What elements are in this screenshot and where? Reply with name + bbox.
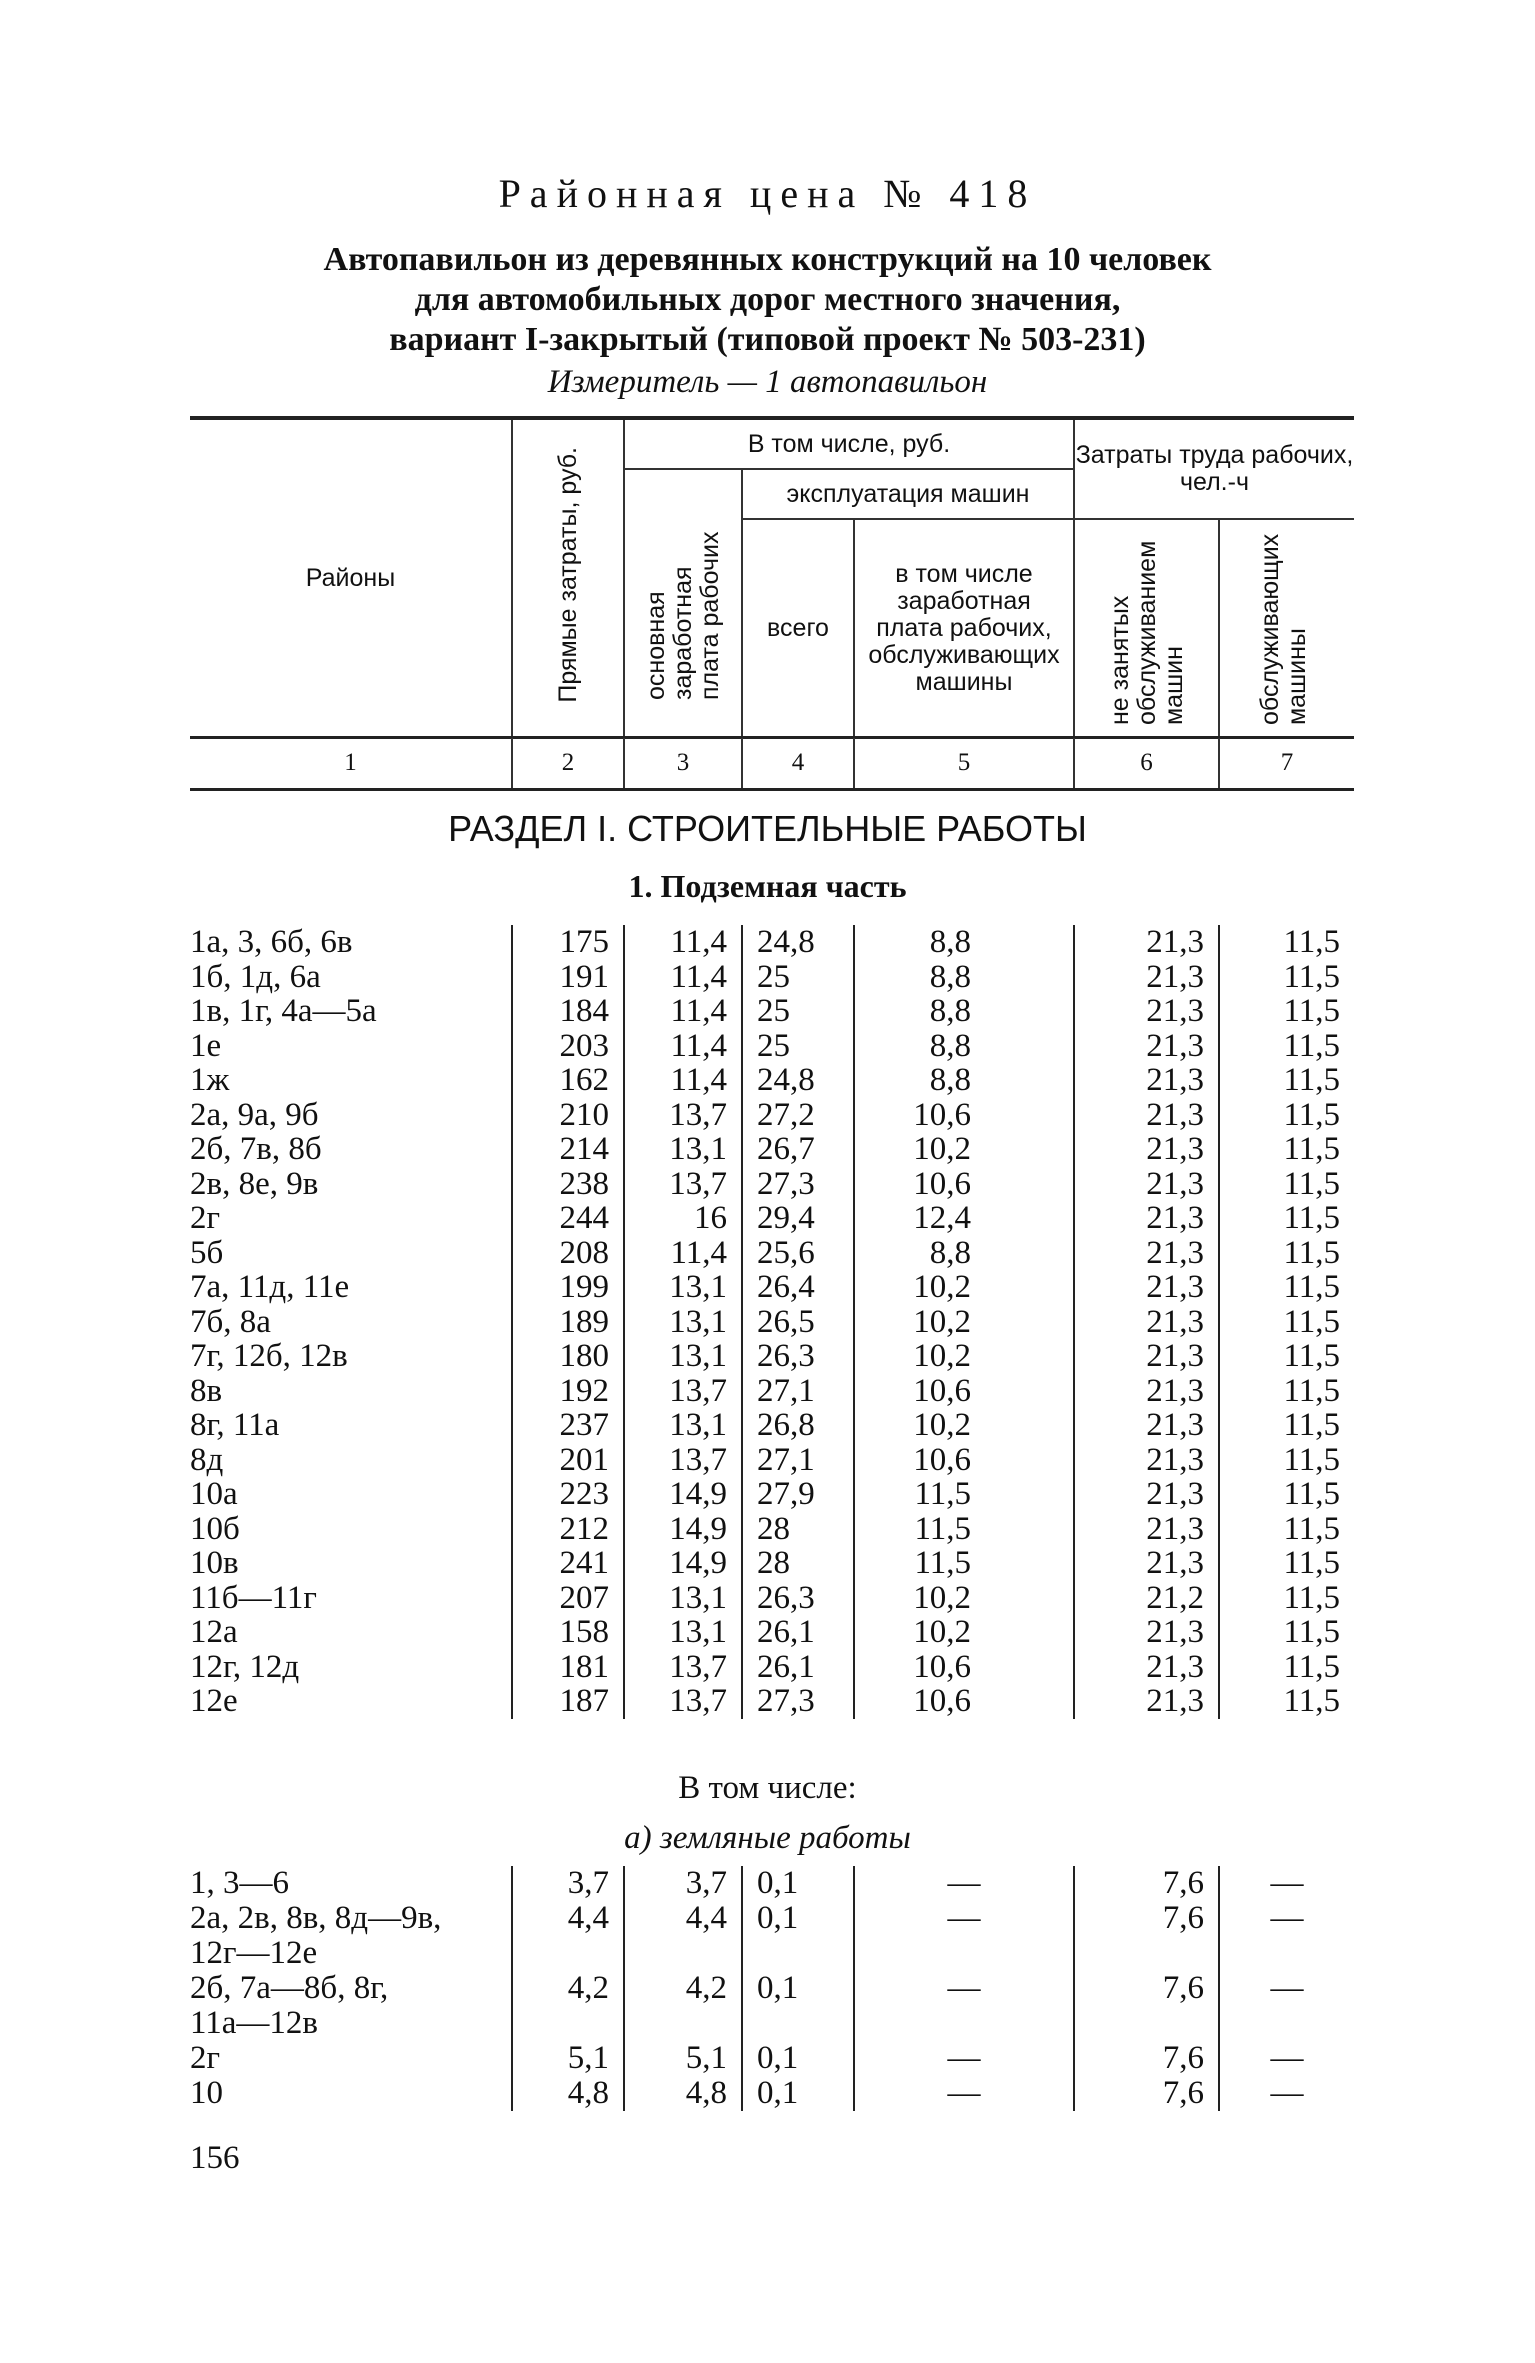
earthworks-label: а) земляные работы — [624, 1820, 911, 1856]
table-row — [190, 1650, 1354, 1685]
value-cell: 7,6 — [1074, 1866, 1219, 1901]
col-number: 7 — [1219, 738, 1354, 790]
value-cell: 26,4 — [742, 1270, 854, 1305]
value-cell: 21,3 — [1074, 1408, 1219, 1443]
value-cell: — — [854, 2076, 1074, 2111]
value-cell: 11,4 — [624, 994, 742, 1029]
value-cell: 21,3 — [1074, 960, 1219, 995]
value-cell: 21,3 — [1074, 1546, 1219, 1581]
value-cell: 0,1 — [742, 1971, 854, 2006]
region-cell: 2б, 7в, 8б — [190, 1131, 322, 1167]
value-cell: 191 — [512, 960, 624, 995]
value-cell: 11,5 — [1219, 1236, 1354, 1271]
value-cell — [742, 2006, 854, 2041]
region-cell: 2г — [190, 1200, 221, 1236]
subsection-title: 1. Подземная часть — [628, 868, 907, 904]
value-cell: 21,2 — [1074, 1581, 1219, 1616]
value-cell: 10,2 — [854, 1270, 1074, 1305]
value-cell: 11,5 — [1219, 994, 1354, 1029]
value-cell: 14,9 — [624, 1512, 742, 1547]
value-cell: 26,7 — [742, 1132, 854, 1167]
value-cell: 10,6 — [854, 1374, 1074, 1409]
value-cell: 11,5 — [1219, 1132, 1354, 1167]
value-cell: — — [854, 1901, 1074, 1936]
value-cell: 162 — [512, 1063, 624, 1098]
value-cell — [1074, 2006, 1219, 2041]
value-cell: 13,1 — [624, 1339, 742, 1374]
value-cell: 184 — [512, 994, 624, 1029]
table-row — [190, 1132, 1354, 1167]
table-row — [190, 1201, 1354, 1236]
value-cell: — — [1219, 2076, 1354, 2111]
value-cell — [742, 1936, 854, 1971]
table-row — [190, 1936, 1354, 1971]
value-cell: 11,4 — [624, 925, 742, 960]
table-row — [190, 925, 1354, 960]
value-cell: 223 — [512, 1477, 624, 1512]
header-machine-operation: эксплуатация машин — [742, 469, 1074, 519]
value-cell: 11,5 — [1219, 1167, 1354, 1202]
value-cell: 21,3 — [1074, 1650, 1219, 1685]
value-cell: 0,1 — [742, 1866, 854, 1901]
table-row — [190, 1971, 1354, 2006]
table-row — [190, 1098, 1354, 1133]
value-cell: 10,6 — [854, 1684, 1074, 1719]
value-cell: 21,3 — [1074, 1477, 1219, 1512]
value-cell: 181 — [512, 1650, 624, 1685]
value-cell: 11,5 — [1219, 1581, 1354, 1616]
value-cell: 244 — [512, 1201, 624, 1236]
table-row — [190, 1305, 1354, 1340]
value-cell: 21,3 — [1074, 1374, 1219, 1409]
table-row — [190, 1477, 1354, 1512]
region-cell: 12г, 12д — [190, 1648, 300, 1685]
value-cell: 21,3 — [1074, 1236, 1219, 1271]
value-cell — [854, 1936, 1074, 1971]
header-not-busy: не занятых обслуживанием машин — [1074, 519, 1219, 738]
value-cell: 4,2 — [624, 1971, 742, 2006]
value-cell: 237 — [512, 1408, 624, 1443]
value-cell: 0,1 — [742, 2041, 854, 2076]
table-row — [190, 994, 1354, 1029]
value-cell: 26,3 — [742, 1581, 854, 1616]
value-cell — [854, 2006, 1074, 2041]
value-cell: 28 — [742, 1546, 854, 1581]
value-cell: 14,9 — [624, 1546, 742, 1581]
value-cell: 21,3 — [1074, 1305, 1219, 1340]
value-cell: 7,6 — [1074, 2076, 1219, 2111]
value-cell: 21,3 — [1074, 1512, 1219, 1547]
table-header — [190, 416, 1354, 739]
region-cell: 2а, 2в, 8в, 8д—9в, — [190, 1900, 442, 1936]
region-cell: 1е — [190, 1027, 222, 1064]
header-labor-costs: Затраты труда рабочих, чел.-ч — [1074, 418, 1354, 519]
title-line-1: Автопавильон из деревянных конструкций на 10 человек — [323, 241, 1212, 278]
region-cell: 12а — [190, 1614, 238, 1650]
value-cell: 7,6 — [1074, 1971, 1219, 2006]
table-row — [190, 1581, 1354, 1616]
value-cell: 13,1 — [624, 1132, 742, 1167]
region-cell: 12е — [190, 1683, 238, 1719]
value-cell: 207 — [512, 1581, 624, 1616]
value-cell: 11,5 — [1219, 1408, 1354, 1443]
value-cell: 27,9 — [742, 1477, 854, 1512]
table-row — [190, 1408, 1354, 1443]
header-direct-costs: Прямые затраты, руб. — [512, 418, 624, 738]
value-cell: 26,8 — [742, 1408, 854, 1443]
value-cell: 11,5 — [1219, 1615, 1354, 1650]
value-cell: 11,5 — [1219, 1339, 1354, 1374]
value-cell: 21,3 — [1074, 994, 1219, 1029]
value-cell: 29,4 — [742, 1201, 854, 1236]
page-number: 156 — [190, 2140, 240, 2176]
section-title: РАЗДЕЛ I. СТРОИТЕЛЬНЫЕ РАБОТЫ — [448, 808, 1087, 849]
table-row — [190, 1443, 1354, 1478]
table-row — [190, 1512, 1354, 1547]
value-cell: 4,4 — [512, 1901, 624, 1936]
value-cell: 11,5 — [1219, 1477, 1354, 1512]
value-cell — [1074, 1936, 1219, 1971]
table-row — [190, 1866, 1354, 1901]
table-row — [190, 2076, 1354, 2111]
value-cell: 26,1 — [742, 1615, 854, 1650]
value-cell: 21,3 — [1074, 1270, 1219, 1305]
price-title: Районная цена № 418 — [498, 171, 1037, 216]
table-row — [190, 1339, 1354, 1374]
title-line-2: для автомобильных дорог местного значения, — [414, 281, 1121, 318]
value-cell: 8,8 — [854, 994, 1074, 1029]
region-cell: 7а, 11д, 11е — [190, 1269, 350, 1305]
region-cell: 10 — [190, 2075, 223, 2111]
region-cell: 10а — [190, 1476, 238, 1512]
value-cell: 28 — [742, 1512, 854, 1547]
value-cell: 16 — [624, 1201, 742, 1236]
value-cell: 10,2 — [854, 1615, 1074, 1650]
value-cell: 5,1 — [624, 2041, 742, 2076]
value-cell: 238 — [512, 1167, 624, 1202]
region-cell: 11а—12в — [190, 2005, 319, 2041]
value-cell: — — [1219, 2041, 1354, 2076]
value-cell: 192 — [512, 1374, 624, 1409]
value-cell: 7,6 — [1074, 1901, 1219, 1936]
value-cell: 199 — [512, 1270, 624, 1305]
value-cell: 10,2 — [854, 1132, 1074, 1167]
value-cell: 8,8 — [854, 1236, 1074, 1271]
value-cell — [624, 2006, 742, 2041]
table-row — [190, 960, 1354, 995]
value-cell: 11,4 — [624, 1029, 742, 1064]
region-cell: 8г, 11а — [190, 1407, 280, 1443]
value-cell — [512, 1936, 624, 1971]
table-row — [190, 2006, 1354, 2041]
value-cell: 25 — [742, 1029, 854, 1064]
measure-unit: Измеритель — 1 автопавильон — [547, 364, 988, 400]
value-cell: 21,3 — [1074, 1098, 1219, 1133]
value-cell: 26,3 — [742, 1339, 854, 1374]
value-cell: 10,6 — [854, 1167, 1074, 1202]
value-cell: 27,2 — [742, 1098, 854, 1133]
region-cell: 11б—11г — [190, 1579, 317, 1616]
value-cell: 13,1 — [624, 1408, 742, 1443]
value-cell: 24,8 — [742, 1063, 854, 1098]
table-row — [190, 1236, 1354, 1271]
region-cell: 1в, 1г, 4а—5а — [190, 993, 377, 1029]
value-cell: 11,5 — [1219, 1305, 1354, 1340]
value-cell: 21,3 — [1074, 1029, 1219, 1064]
value-cell: 10,2 — [854, 1305, 1074, 1340]
title-line-3: вариант I-закрытый (типовой проект № 503-231) — [389, 321, 1146, 358]
col-number: 3 — [624, 738, 742, 790]
value-cell: 11,5 — [1219, 1650, 1354, 1685]
value-cell: — — [854, 1971, 1074, 2006]
document-title — [0, 240, 1535, 360]
table-row — [190, 1063, 1354, 1098]
region-cell: 10в — [190, 1545, 239, 1581]
value-cell: 13,1 — [624, 1581, 742, 1616]
table-row — [190, 1901, 1354, 1936]
header-regions: Районы — [190, 418, 512, 738]
value-cell: 201 — [512, 1443, 624, 1478]
table-row — [190, 1684, 1354, 1719]
region-cell: 7б, 8а — [190, 1303, 271, 1340]
value-cell: 3,7 — [512, 1866, 624, 1901]
value-cell: 3,7 — [624, 1866, 742, 1901]
value-cell: 27,3 — [742, 1167, 854, 1202]
value-cell — [624, 1936, 742, 1971]
value-cell: 11,5 — [1219, 960, 1354, 995]
value-cell: 11,5 — [1219, 1098, 1354, 1133]
value-cell: 10,6 — [854, 1098, 1074, 1133]
region-cell: 7г, 12б, 12в — [190, 1338, 348, 1374]
header-basic-wage: основная заработная плата рабочих — [624, 469, 742, 738]
value-cell: 11,5 — [1219, 1063, 1354, 1098]
value-cell: 10,6 — [854, 1650, 1074, 1685]
value-cell: 21,3 — [1074, 1339, 1219, 1374]
region-cell: 10б — [190, 1510, 240, 1547]
value-cell: 27,1 — [742, 1374, 854, 1409]
value-cell: 10,2 — [854, 1408, 1074, 1443]
col-number: 1 — [344, 749, 357, 776]
value-cell: 13,7 — [624, 1443, 742, 1478]
value-cell: 4,8 — [624, 2076, 742, 2111]
value-cell: 11,4 — [624, 960, 742, 995]
table-row — [190, 1167, 1354, 1202]
col-number: 2 — [512, 738, 624, 790]
value-cell: 21,3 — [1074, 1167, 1219, 1202]
header-total: всего — [742, 519, 854, 738]
value-cell: 4,8 — [512, 2076, 624, 2111]
value-cell: — — [854, 2041, 1074, 2076]
value-cell: 11,4 — [624, 1063, 742, 1098]
value-cell: 11,5 — [1219, 1443, 1354, 1478]
value-cell: 8,8 — [854, 925, 1074, 960]
value-cell: 26,5 — [742, 1305, 854, 1340]
value-cell: 26,1 — [742, 1650, 854, 1685]
value-cell: 11,5 — [1219, 1546, 1354, 1581]
value-cell: 13,7 — [624, 1167, 742, 1202]
main-data-table — [190, 925, 1354, 1719]
value-cell: — — [1219, 1901, 1354, 1936]
value-cell: 11,5 — [1219, 1201, 1354, 1236]
value-cell: — — [854, 1866, 1074, 1901]
value-cell: 21,3 — [1074, 1132, 1219, 1167]
region-cell: 2г — [190, 2040, 221, 2076]
value-cell: 10,2 — [854, 1339, 1074, 1374]
region-cell: 1а, 3, 6б, 6в — [190, 924, 353, 960]
value-cell: 11,5 — [854, 1512, 1074, 1547]
region-cell: 8д — [190, 1441, 224, 1478]
region-cell: 5б — [190, 1234, 224, 1271]
col-number: 6 — [1074, 738, 1219, 790]
value-cell: 212 — [512, 1512, 624, 1547]
value-cell: 214 — [512, 1132, 624, 1167]
region-cell: 1б, 1д, 6а — [190, 958, 321, 995]
value-cell: 13,1 — [624, 1270, 742, 1305]
value-cell: 11,5 — [1219, 1374, 1354, 1409]
value-cell: 8,8 — [854, 960, 1074, 995]
value-cell: 210 — [512, 1098, 624, 1133]
value-cell: 21,3 — [1074, 1201, 1219, 1236]
region-cell: 1, 3—6 — [190, 1865, 289, 1901]
value-cell: 27,1 — [742, 1443, 854, 1478]
value-cell: 11,5 — [1219, 925, 1354, 960]
table-row — [190, 2041, 1354, 2076]
region-cell: 2а, 9а, 9б — [190, 1096, 319, 1133]
table-row — [190, 1270, 1354, 1305]
value-cell: 21,3 — [1074, 925, 1219, 960]
region-cell: 8в — [190, 1372, 223, 1409]
value-cell: 203 — [512, 1029, 624, 1064]
value-cell: — — [1219, 1971, 1354, 2006]
value-cell: 13,1 — [624, 1305, 742, 1340]
col-number: 5 — [854, 738, 1074, 790]
value-cell — [1219, 2006, 1354, 2041]
value-cell: 25 — [742, 994, 854, 1029]
value-cell: 11,5 — [1219, 1270, 1354, 1305]
value-cell: 4,2 — [512, 1971, 624, 2006]
region-cell: 2б, 7а—8б, 8г, — [190, 1970, 389, 2006]
value-cell — [1219, 1936, 1354, 1971]
value-cell: 0,1 — [742, 2076, 854, 2111]
value-cell: 14,9 — [624, 1477, 742, 1512]
value-cell: 0,1 — [742, 1901, 854, 1936]
col-number: 4 — [742, 738, 854, 790]
value-cell: 10,6 — [854, 1443, 1074, 1478]
value-cell: 8,8 — [854, 1029, 1074, 1064]
value-cell: 180 — [512, 1339, 624, 1374]
value-cell: 189 — [512, 1305, 624, 1340]
value-cell: 208 — [512, 1236, 624, 1271]
table-row — [190, 1546, 1354, 1581]
region-cell: 12г—12е — [190, 1935, 318, 1971]
value-cell: 8,8 — [854, 1063, 1074, 1098]
table-row — [190, 1374, 1354, 1409]
value-cell: 21,3 — [1074, 1615, 1219, 1650]
value-cell: 11,4 — [624, 1236, 742, 1271]
column-numbers — [190, 738, 1354, 791]
header-wage-incl: в том числе заработная плата рабочих, обслуживающих машины — [854, 519, 1074, 738]
value-cell: 11,5 — [1219, 1684, 1354, 1719]
value-cell: 175 — [512, 925, 624, 960]
value-cell: 12,4 — [854, 1201, 1074, 1236]
value-cell: 11,5 — [1219, 1029, 1354, 1064]
table-row — [190, 1029, 1354, 1064]
value-cell: 21,3 — [1074, 1443, 1219, 1478]
table-row — [190, 1615, 1354, 1650]
region-cell: 1ж — [190, 1062, 230, 1098]
value-cell: 158 — [512, 1615, 624, 1650]
value-cell: 21,3 — [1074, 1684, 1219, 1719]
value-cell: 7,6 — [1074, 2041, 1219, 2076]
value-cell: 13,7 — [624, 1374, 742, 1409]
region-cell: 2в, 8е, 9в — [190, 1165, 319, 1202]
value-cell: 24,8 — [742, 925, 854, 960]
value-cell: 241 — [512, 1546, 624, 1581]
value-cell: — — [1219, 1866, 1354, 1901]
value-cell: 13,1 — [624, 1615, 742, 1650]
value-cell: 25,6 — [742, 1236, 854, 1271]
header-including-rub: В том числе, руб. — [624, 418, 1074, 469]
value-cell: 13,7 — [624, 1650, 742, 1685]
value-cell: 11,5 — [1219, 1512, 1354, 1547]
value-cell: 27,3 — [742, 1684, 854, 1719]
header-servicing: обслуживающих машины — [1219, 519, 1354, 738]
value-cell: 13,7 — [624, 1684, 742, 1719]
value-cell: 5,1 — [512, 2041, 624, 2076]
value-cell: 13,7 — [624, 1098, 742, 1133]
value-cell: 11,5 — [854, 1546, 1074, 1581]
including-label: В том числе: — [678, 1770, 857, 1806]
value-cell: 4,4 — [624, 1901, 742, 1936]
value-cell — [512, 2006, 624, 2041]
value-cell: 21,3 — [1074, 1063, 1219, 1098]
value-cell: 25 — [742, 960, 854, 995]
value-cell: 187 — [512, 1684, 624, 1719]
value-cell: 10,2 — [854, 1581, 1074, 1616]
value-cell: 11,5 — [854, 1477, 1074, 1512]
earthworks-table — [190, 1866, 1354, 2111]
